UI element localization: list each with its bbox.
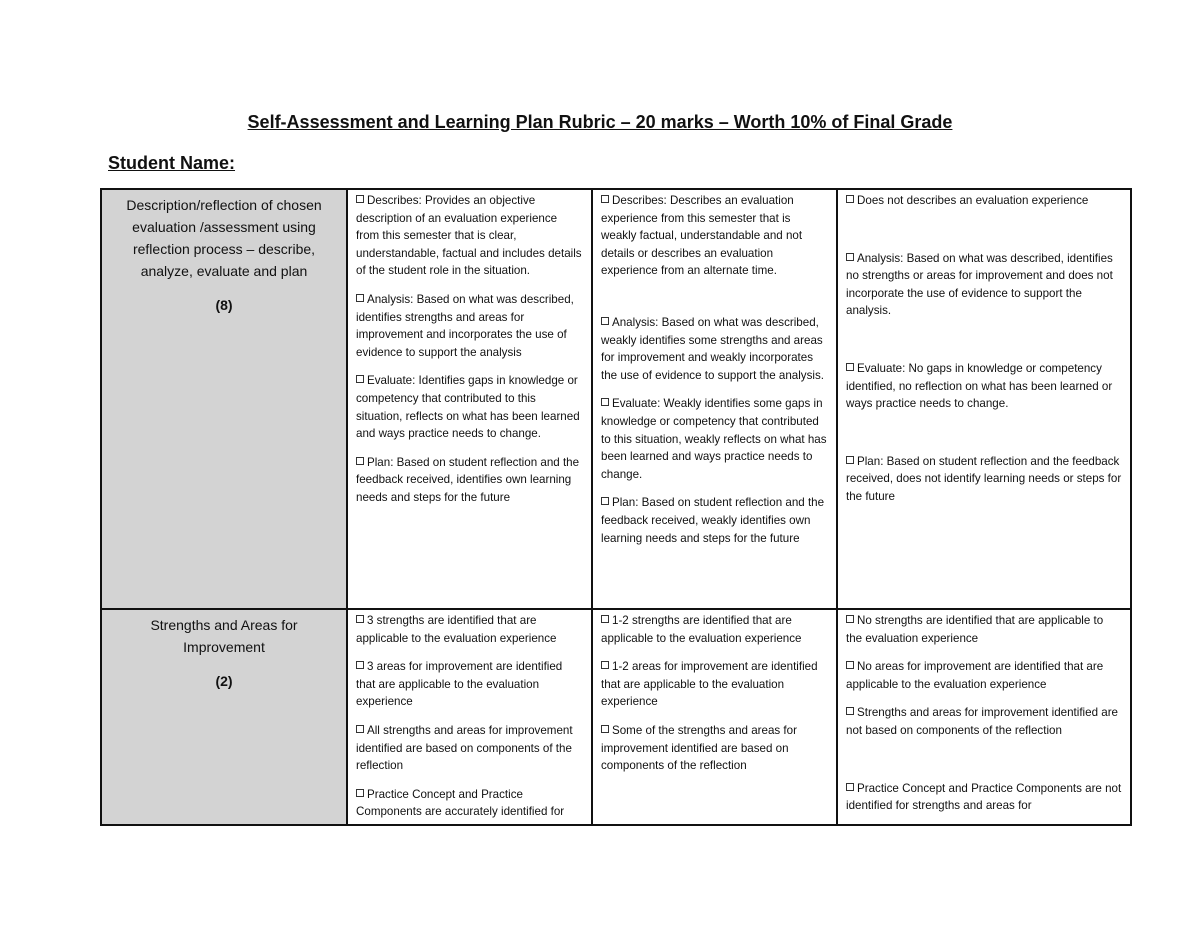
criterion-cell <box>101 609 347 825</box>
no-marks-cell <box>837 189 1131 609</box>
checkbox-icon <box>356 195 364 203</box>
checkbox-icon <box>601 497 609 505</box>
checkbox-icon <box>846 707 854 715</box>
checkbox-icon <box>601 661 609 669</box>
list-item: Plan: Based on student reflection and the feedback received, weakly identifies own learning needs and steps for the future <box>601 496 825 545</box>
list-item: Some of the strengths and areas for improvement identified are based on components of the reflection <box>601 723 797 773</box>
list-item: Evaluate: No gaps in knowledge or competency identified, no reflection on what has been learned or ways practice needs to change. <box>846 361 1113 411</box>
criterion-marks: (2) <box>215 673 233 689</box>
list-item: Analysis: Based on what was described, identifies no strengths or areas for improvement and does not incorporate the use of evidence to support the analysis. <box>846 251 1113 318</box>
table-row <box>101 189 1131 609</box>
checkbox-icon <box>601 725 609 733</box>
list-item: Does not describes an evaluation experience <box>846 192 1122 210</box>
list-item: Strengths and areas for improvement identified are not based on components of the reflection <box>846 706 1119 737</box>
list-item: Describes: Describes an evaluation experience from this semester that is weakly factual, understandable and not details or describes an evaluation experience from an alternate time. <box>601 194 803 278</box>
list-item: 1-2 strengths are identified that are applicable to the evaluation experience <box>601 614 802 645</box>
checkbox-icon <box>846 253 854 261</box>
rubric-table <box>100 188 1132 826</box>
list-item: Evaluate: Weakly identifies some gaps in knowledge or competency that contributed to this situation, weakly reflects on what has been learned and ways practice needs to change. <box>601 397 827 481</box>
list-item: 1-2 areas for improvement are identified that are applicable to the evaluation experience <box>601 660 818 709</box>
list-item: Plan: Based on student reflection and the feedback received, does not identify learning needs or steps for the future <box>846 454 1122 503</box>
checkbox-icon <box>601 195 609 203</box>
list-item: Practice Concept and Practice Components are not identified for strengths and areas for <box>846 781 1122 813</box>
full-marks-cell <box>347 609 592 825</box>
list-item: Practice Concept and Practice Components are accurately identified for <box>356 787 565 819</box>
table-row <box>101 609 1131 825</box>
checkbox-icon <box>356 294 364 302</box>
student-name-label: Student Name: <box>108 153 236 173</box>
list-item: 3 areas for improvement are identified that are applicable to the evaluation experience <box>356 660 563 709</box>
checkbox-icon <box>356 661 364 669</box>
full-marks-cell <box>347 189 592 609</box>
criterion-cell <box>101 189 347 609</box>
criterion-label: Strengths and Areas for Improvement <box>150 617 298 655</box>
checkbox-icon <box>846 195 854 203</box>
checkbox-icon <box>846 615 854 623</box>
page-title: Self-Assessment and Learning Plan Rubric – 20 marks – Worth 10% of Final Grade <box>247 112 953 132</box>
checkbox-icon <box>846 456 854 464</box>
checkbox-icon <box>356 789 364 797</box>
criterion-label: Description/reflection of chosen evaluation /assessment using reflection process – describe, analyze, evaluate and plan <box>126 197 322 279</box>
list-item: Plan: Based on student reflection and the feedback received, identifies own learning needs and steps for the future <box>356 455 580 504</box>
list-item: No areas for improvement are identified that are applicable to the evaluation experience <box>846 660 1104 691</box>
list-item: Analysis: Based on what was described, identifies strengths and areas for improvement and incorporates the use of evidence to support the analysis <box>356 292 574 359</box>
list-item: Analysis: Based on what was described, weakly identifies some strengths and areas for improvement and weakly incorporates the use of evidence to support the analysis. <box>601 315 824 382</box>
checkbox-icon <box>356 615 364 623</box>
checkbox-icon <box>356 457 364 465</box>
checkbox-icon <box>846 661 854 669</box>
checkbox-icon <box>356 725 364 733</box>
list-item: 3 strengths are identified that are applicable to the evaluation experience <box>356 614 557 645</box>
checkbox-icon <box>846 783 854 791</box>
list-item: Evaluate: Identifies gaps in knowledge or competency that contributed to this situation, reflects on what has been learned and ways practice needs to change. <box>356 374 580 441</box>
criterion-marks: (8) <box>215 297 233 313</box>
partial-marks-cell <box>592 609 837 825</box>
list-item: No strengths are identified that are applicable to the evaluation experience <box>846 614 1104 645</box>
checkbox-icon <box>601 317 609 325</box>
list-item: Describes: Provides an objective description of an evaluation experience from this semester that is clear, understandable, factual and includes details of the student role in the situation. <box>356 194 582 278</box>
list-item: All strengths and areas for improvement identified are based on components of the reflection <box>356 723 573 773</box>
checkbox-icon <box>846 363 854 371</box>
partial-marks-cell <box>592 189 837 609</box>
checkbox-icon <box>601 615 609 623</box>
no-marks-cell <box>837 609 1131 825</box>
checkbox-icon <box>601 398 609 406</box>
checkbox-icon <box>356 375 364 383</box>
